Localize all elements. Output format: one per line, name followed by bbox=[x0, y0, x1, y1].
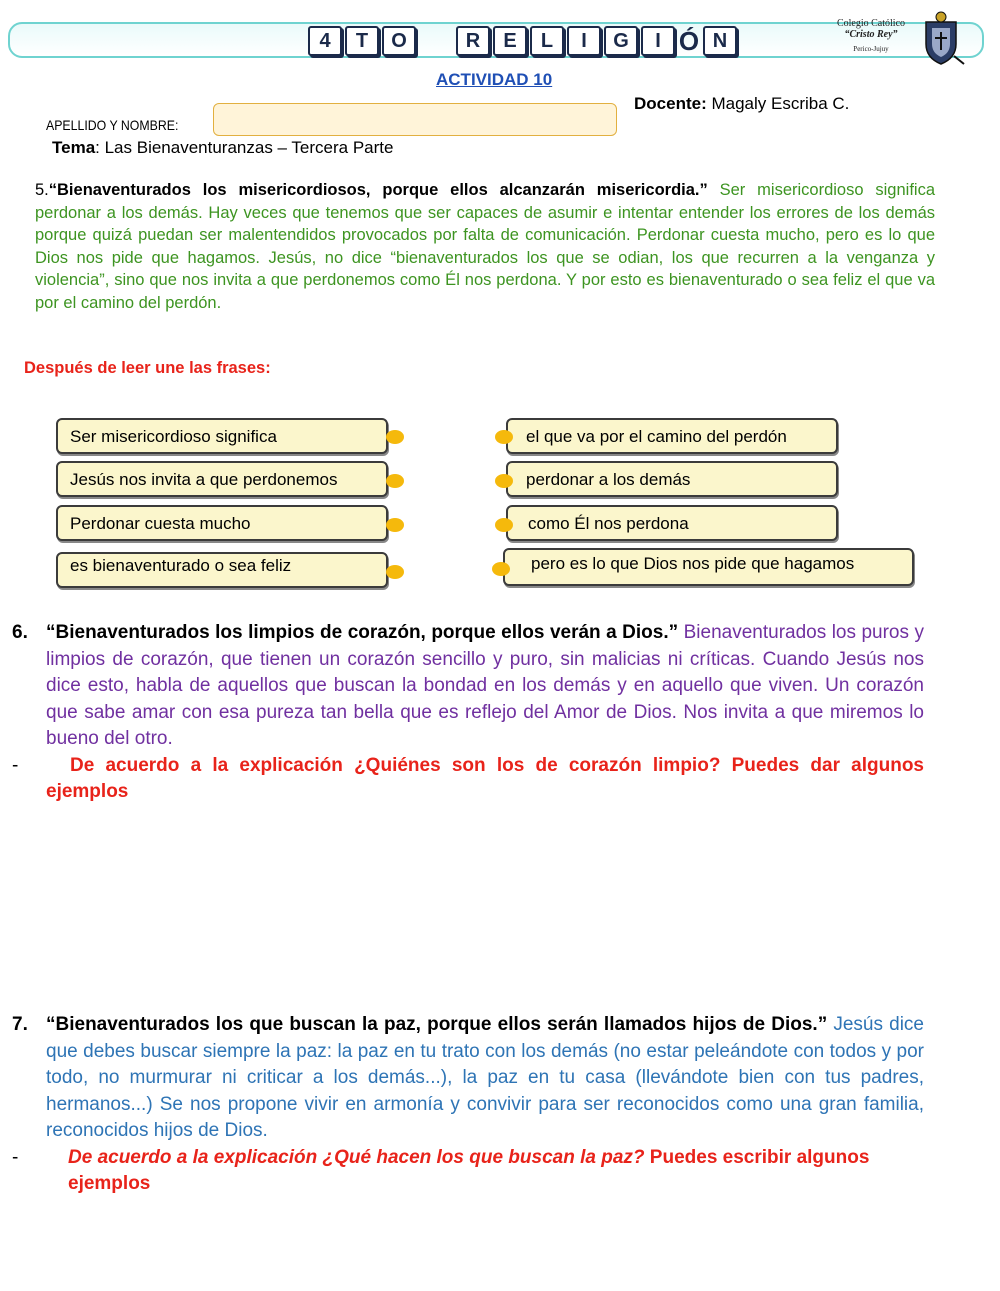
answer-7-area[interactable] bbox=[46, 1228, 924, 1284]
school-line3: Perico-Jujuy bbox=[853, 45, 889, 53]
beatitude-6-text: Bienaventurados los puros y limpios de corazón, que tienen un corazón sencillo y puro, sin malicias ni críticas. Cuando Jesús nos dice esto, habla de aquellos que buscan la bondad en los demás y en aquello que viven. Un corazón que sabe amar con esa pureza tan bella que es reflejo del Amor de Dios. Nos invita a que miremos lo bueno del otro. bbox=[46, 622, 924, 749]
beatitude-7-number: 7. bbox=[12, 1014, 28, 1035]
question-7-dash: - bbox=[12, 1146, 19, 1168]
match-left-2[interactable]: Jesús nos invita a que perdonemos bbox=[56, 461, 388, 497]
beatitude-5-quote: “Bienaventurados los misericordiosos, porque ellos alcanzarán misericordia.” bbox=[48, 181, 708, 199]
beatitude-6-quote: “Bienaventurados los limpios de corazón, porque ellos verán a Dios.” bbox=[46, 622, 679, 643]
title-letter: I bbox=[567, 26, 601, 56]
school-line1: Colegio Católico bbox=[836, 18, 906, 29]
beatitude-5-number: 5. bbox=[35, 181, 49, 199]
match-right-dot[interactable] bbox=[495, 518, 513, 532]
beatitude-6-number: 6. bbox=[12, 622, 28, 643]
question-6-dash: - bbox=[12, 754, 19, 776]
match-left-3[interactable]: Perdonar cuesta mucho bbox=[56, 505, 388, 541]
match-right-1[interactable]: el que va por el camino del perdón bbox=[506, 418, 838, 454]
match-left-4[interactable]: es bienaventurado o sea feliz bbox=[56, 552, 388, 588]
beatitude-5-paragraph bbox=[35, 179, 935, 315]
school-line2: “Cristo Rey” bbox=[844, 29, 898, 40]
title-letter: R bbox=[456, 26, 490, 56]
title-letter: G bbox=[604, 26, 638, 56]
crest-icon bbox=[916, 10, 966, 66]
match-left-dot[interactable] bbox=[386, 474, 404, 488]
beatitude-7-text: Jesús dice que debes buscar siempre la paz: la paz en tu trato con los demás (no estar peleándote con todos y por todo, no murmurar ni criticar a los demás...), la paz en tu casa (llevándote bien con tus padres, hermanos...) Se nos propone vivir en armonía y convivir para ser reconocidos como una gran familia, reconocidos hijos de Dios. bbox=[46, 1014, 924, 1141]
question-7-italic: De acuerdo a la explicación ¿Qué hacen los que buscan la paz? bbox=[68, 1146, 645, 1168]
title-letter: I bbox=[641, 26, 675, 56]
topic-line bbox=[52, 138, 393, 158]
topic-label: Tema bbox=[52, 138, 96, 157]
activity-title: ACTIVIDAD 10 bbox=[436, 70, 553, 89]
beatitude-7-section bbox=[12, 1012, 924, 1198]
question-7-rest: Puedes escribir algunos ejemplos bbox=[68, 1146, 870, 1194]
title-letter: O bbox=[382, 26, 416, 56]
question-7 bbox=[62, 1145, 924, 1198]
title-letter: N bbox=[703, 26, 737, 56]
beatitude-6-section bbox=[12, 620, 924, 806]
match-left-dot[interactable] bbox=[386, 565, 404, 579]
match-right-dot[interactable] bbox=[495, 430, 513, 444]
match-right-4[interactable]: pero es lo que Dios nos pide que hagamos bbox=[503, 548, 914, 586]
school-logo bbox=[826, 10, 976, 64]
title-letter: L bbox=[530, 26, 564, 56]
page-title bbox=[308, 26, 737, 56]
question-6: De acuerdo a la explicación ¿Quiénes son los de corazón limpio? Puedes dar algunos ejemplos bbox=[46, 754, 924, 802]
title-letter: T bbox=[345, 26, 379, 56]
answer-6-area[interactable] bbox=[46, 810, 924, 1000]
beatitude-7-quote: “Bienaventurados los que buscan la paz, porque ellos serán llamados hijos de Dios.” bbox=[46, 1014, 828, 1035]
match-right-dot[interactable] bbox=[495, 474, 513, 488]
title-letter: 4 bbox=[308, 26, 342, 56]
school-name bbox=[826, 18, 916, 55]
match-left-dot[interactable] bbox=[386, 518, 404, 532]
name-label: APELLIDO Y NOMBRE: bbox=[46, 117, 179, 133]
match-left-1[interactable]: Ser misericordioso significa bbox=[56, 418, 388, 454]
match-right-3[interactable]: como Él nos perdona bbox=[506, 505, 838, 541]
title-letter: Ó bbox=[678, 25, 700, 56]
topic-text: : Las Bienaventuranzas – Tercera Parte bbox=[95, 138, 394, 157]
match-left-dot[interactable] bbox=[386, 430, 404, 444]
title-letter: E bbox=[493, 26, 527, 56]
name-input[interactable] bbox=[213, 103, 617, 136]
teacher-name: Magaly Escriba C. bbox=[706, 94, 850, 113]
beatitude-5-text: Ser misericordioso significa perdonar a los demás. Hay veces que tenemos que ser capaces de asumir e intentar entender los errores de los demás porque quizá puedan ser malentendidos provocados por falta de comunicación. Perdonar cuesta mucho, pero es lo que Dios nos pide que hagamos. Jesús, no dice “bienaventurados los que se odian, los que recurren a la venganza y violencia”, sino que nos invita a que perdonemos como Él nos perdona. Y por esto es bienaventurado o sea feliz el que va por el camino del perdón. bbox=[35, 181, 935, 312]
teacher-label: Docente: bbox=[634, 94, 707, 113]
match-right-2[interactable]: perdonar a los demás bbox=[506, 461, 838, 497]
matching-instruction: Después de leer une las frases: bbox=[24, 359, 271, 377]
match-right-dot[interactable] bbox=[492, 562, 510, 576]
teacher-line bbox=[634, 94, 849, 114]
